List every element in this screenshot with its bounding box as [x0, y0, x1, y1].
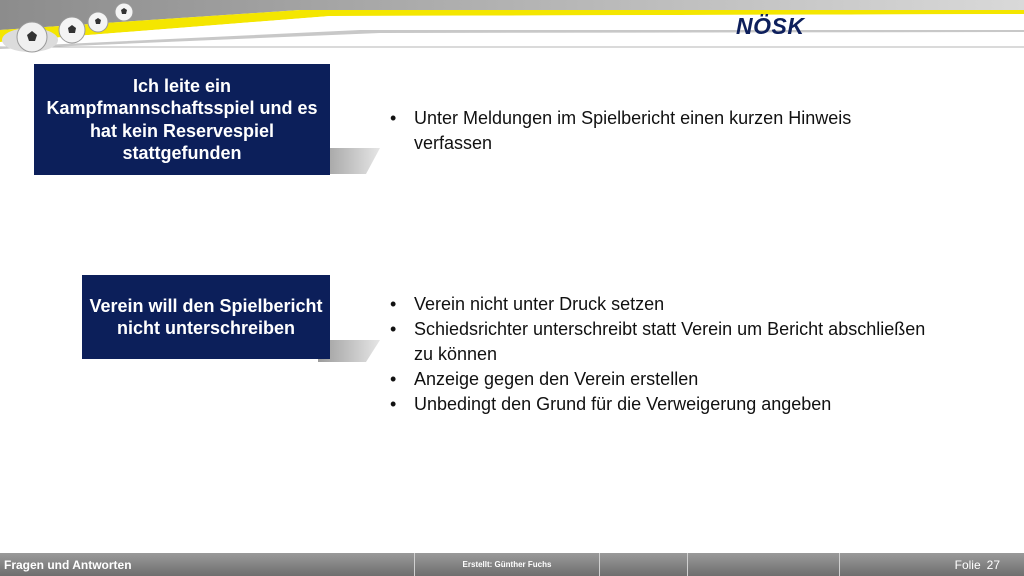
list-item: • Schiedsrichter unterschreibt statt Verein um Bericht abschließen zu können [390, 319, 926, 364]
footer-author: Erstellt: Günther Fuchs [415, 553, 600, 576]
brand-logo: NÖSK [736, 13, 805, 39]
list-item: • Unbedingt den Grund für die Verweigerung angeben [390, 394, 832, 414]
slide-header [0, 0, 1024, 60]
soccer-ball-icon [0, 0, 148, 56]
header-swoosh [0, 0, 1024, 60]
footer-title: Fragen und Antworten [0, 553, 415, 576]
list-item: • Unter Meldungen im Spielbericht einen kurzen Hinweis verfassen [390, 108, 852, 153]
question-box-1: Ich leite ein Kampfmannschaftsspiel und es hat kein Reservespiel stattgefunden [34, 64, 330, 175]
question-box-2: Verein will den Spielbericht nicht unterschreiben [82, 275, 330, 359]
list-item: • Verein nicht unter Druck setzen [390, 294, 665, 314]
slide-number-label: Folie [954, 557, 981, 572]
answer-list-1 [388, 106, 908, 156]
list-item: • Anzeige gegen den Verein erstellen [390, 369, 699, 389]
footer-spacer [600, 553, 688, 576]
slide-number-value: 27 [986, 557, 1000, 572]
footer-spacer [688, 553, 840, 576]
answer-list-2 [388, 292, 948, 417]
slide-footer [0, 553, 1024, 576]
slide-number [840, 553, 1024, 576]
